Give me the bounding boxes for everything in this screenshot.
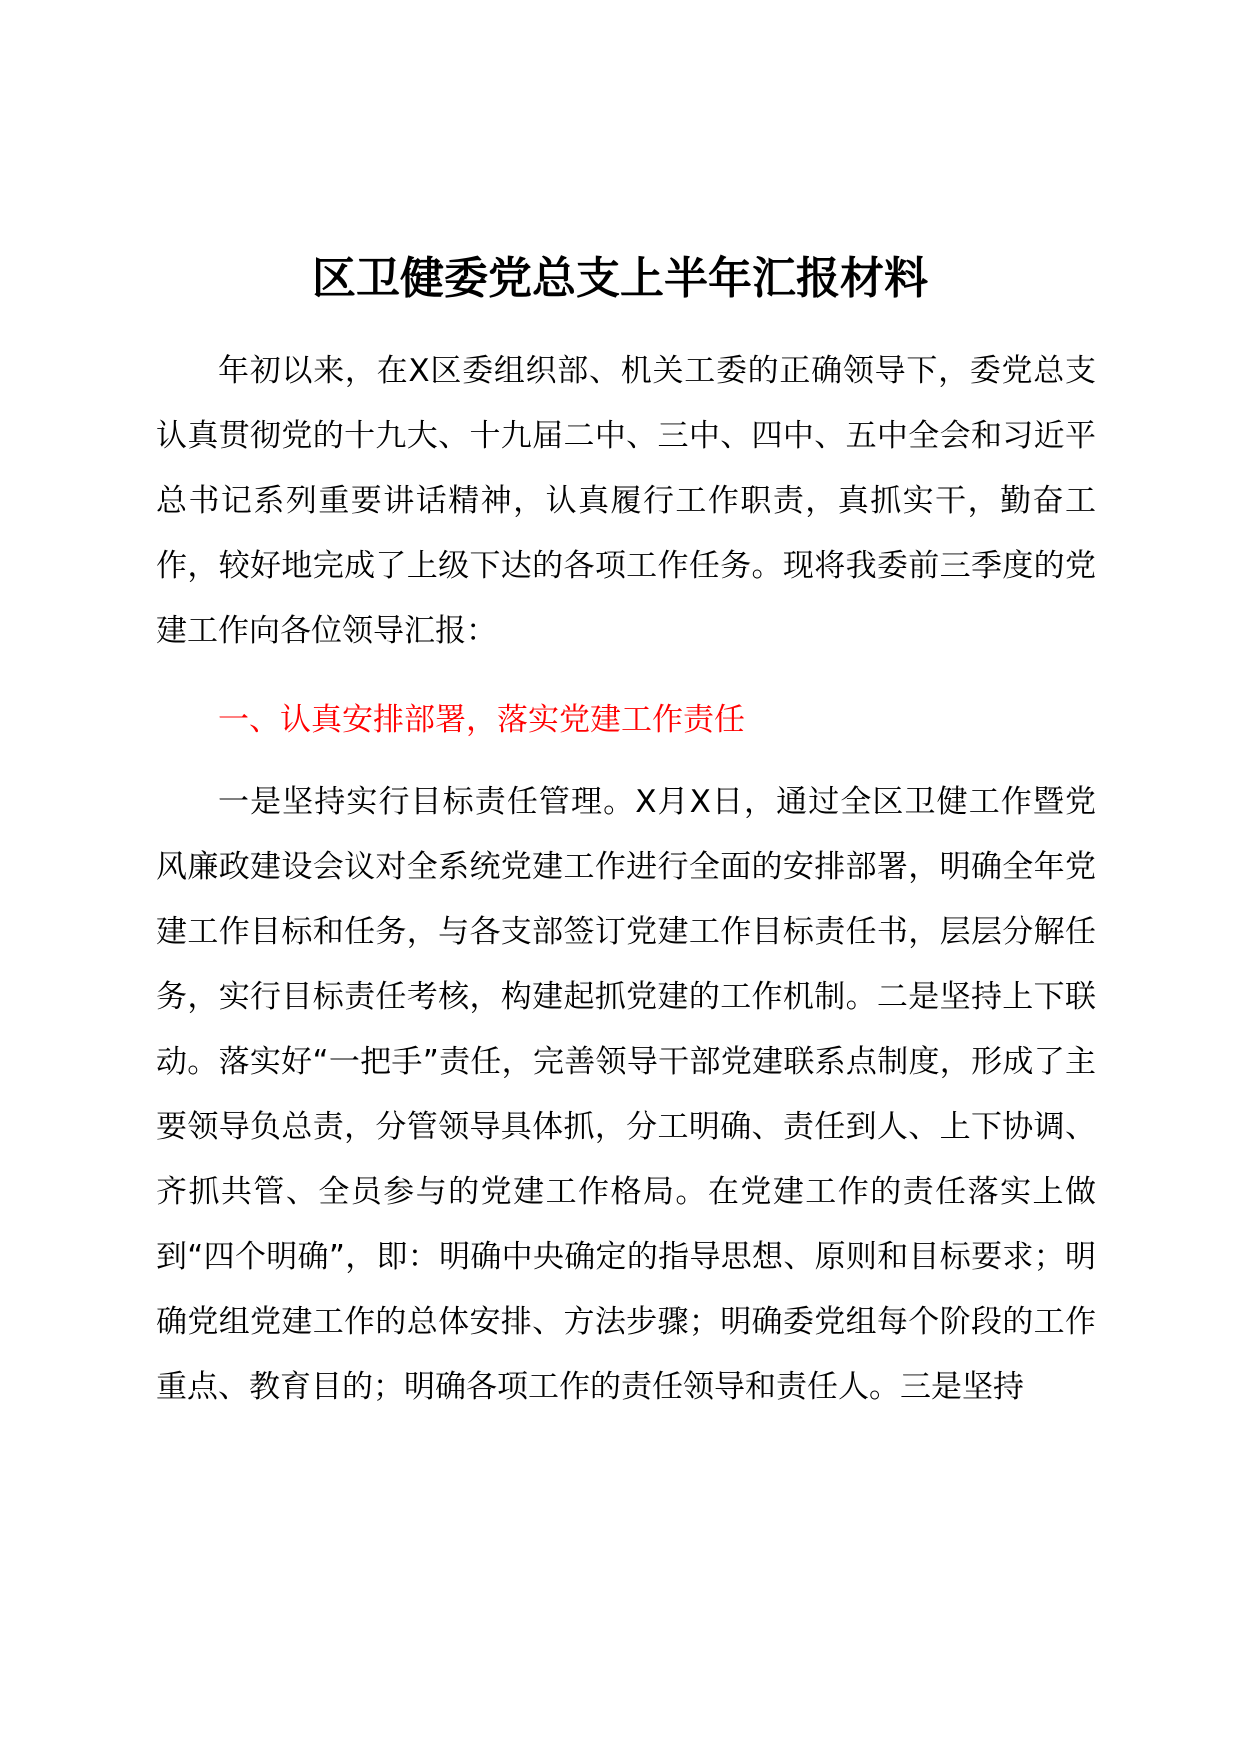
intro-paragraph: 年初以来，在X区委组织部、机关工委的正确领导下，委党总支认真贯彻党的十九大、十九届二中、三中、四中、五中全会和习近平总书记系列重要讲话精神，认真履行工作职责，真抓实干，勤奋工作，较好地完成了上级下达的各项工作任务。现将我委前三季度的党建工作向各位领导汇报： [156,353,1096,649]
section-paragraph: 一是坚持实行目标责任管理。X月X日，通过全区卫健工作暨党风廉政建设会议对全系统党建工作进行全面的安排部署，明确全年党建工作目标和任务，与各支部签订党建工作目标责任书，层层分解任务，实行目标责任考核，构建起抓党建的工作机制。二是坚持上下联动。落实好“一把手”责任，完善领导干部党建联系点制度，形成了主要领导负总责，分管领导具体抓，分工明确、责任到人、上下协调、齐抓共管、全员参与的党建工作格局。在党建工作的责任落实上做到“四个明确”，即：明确中央确定的指导思想、原则和目标要求；明确党组党建工作的总体安排、方法步骤；明确委党组每个阶段的工作重点、教育目的；明确各项工作的责任领导和责任人。三是坚持 [156,784,1096,1405]
section-heading: 一、认真安排部署，落实党建工作责任 [218,702,745,738]
document-title: 区卫健委党总支上半年汇报材料 [312,253,928,304]
